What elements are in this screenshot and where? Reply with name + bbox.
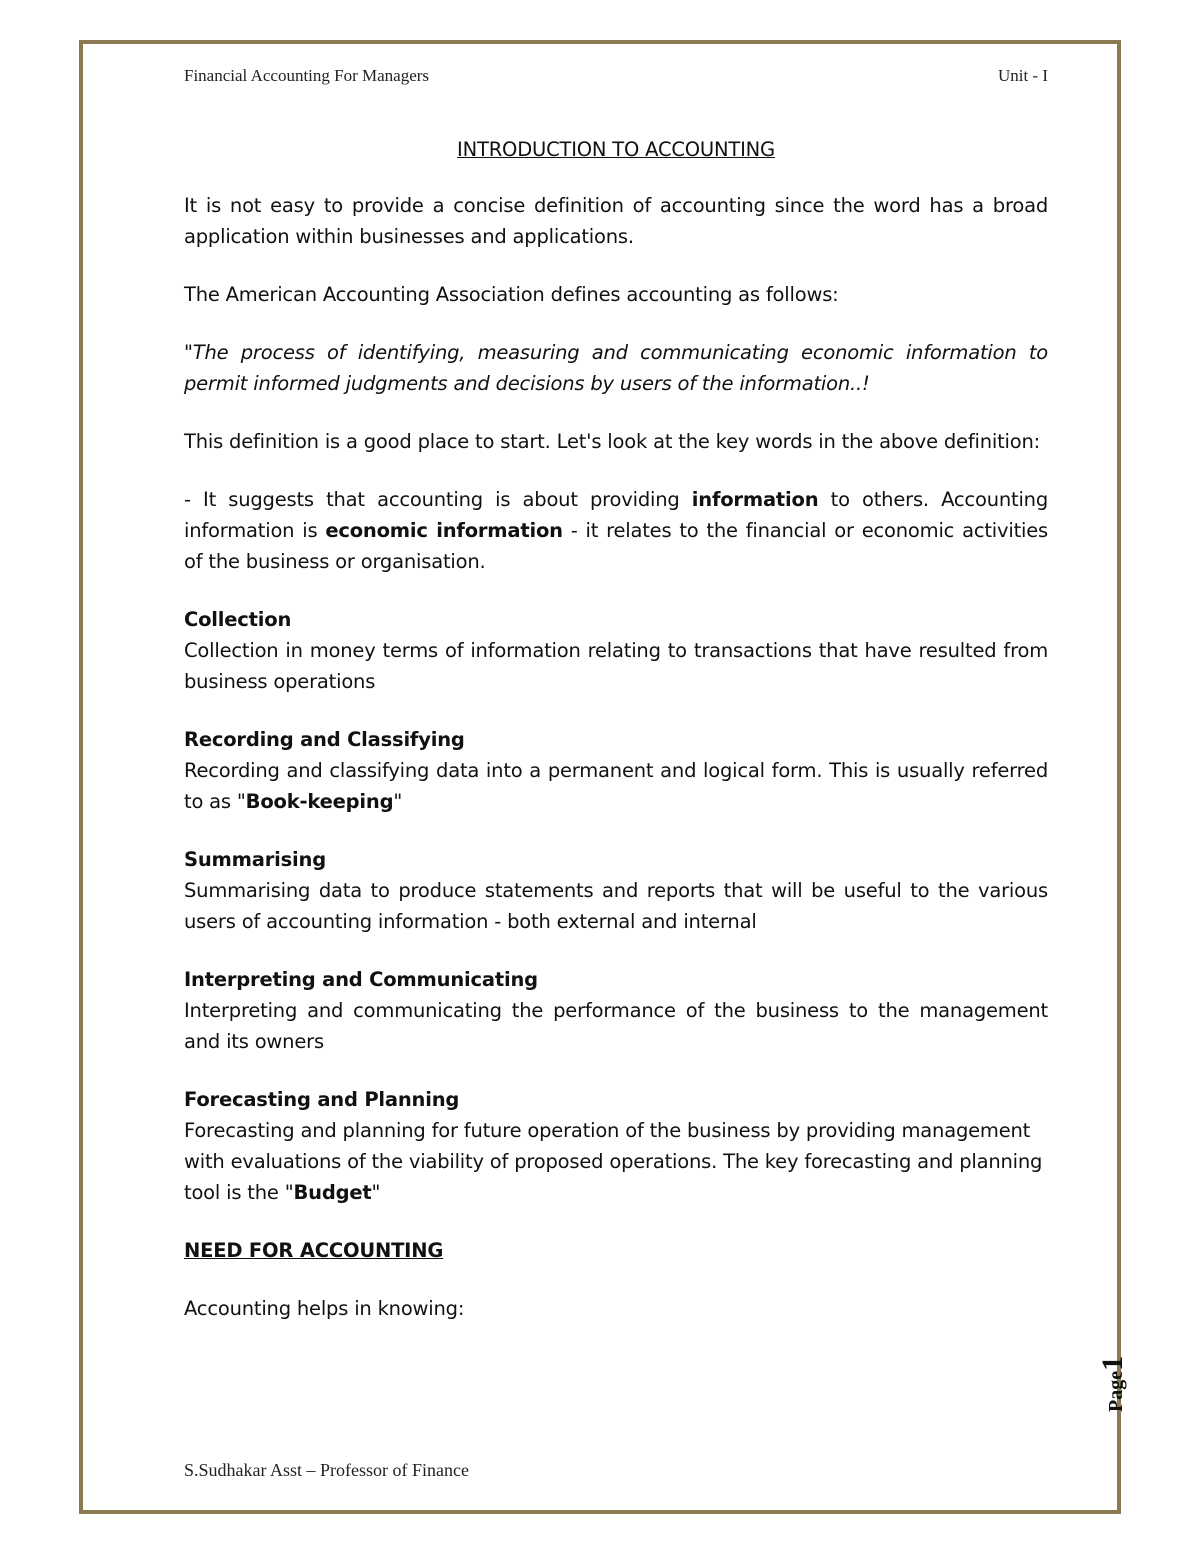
- forecasting-heading: Forecasting and Planning: [184, 1088, 460, 1111]
- interpreting-text: Interpreting and communicating the performance of the business to the management and its owners: [184, 999, 1048, 1053]
- summarising-heading: Summarising: [184, 848, 326, 871]
- recording-text-end: ": [393, 790, 403, 813]
- page-number: [1096, 1356, 1130, 1412]
- need-for-accounting-title: NEED FOR ACCOUNTING: [184, 1239, 444, 1262]
- recording-heading: Recording and Classifying: [184, 728, 465, 751]
- page-number-value: 1: [1096, 1355, 1129, 1371]
- forecasting-text-end: ": [371, 1181, 381, 1204]
- running-header-right: Unit - I: [997, 66, 1048, 85]
- suggest-bold-economic: economic information: [325, 519, 563, 542]
- collection-text: Collection in money terms of information relating to transactions that have resulted from business operations: [184, 639, 1048, 693]
- running-header-left: Financial Accounting For Managers: [184, 66, 430, 85]
- aaa-paragraph: The American Accounting Association defines accounting as follows:: [184, 283, 839, 306]
- recording-text-body: Recording and classifying data into a permanent and logical form. This is usually referred to as ": [184, 759, 1048, 813]
- recording-bold-bookkeeping: Book-keeping: [245, 790, 394, 813]
- footer-author: S.Sudhakar Asst – Professor of Finance: [184, 1460, 469, 1480]
- definition-paragraph: This definition is a good place to start. Let's look at the key words in the above definition:: [184, 430, 1041, 453]
- page-number-label: Page: [1105, 1370, 1127, 1412]
- forecasting-bold-budget: Budget: [293, 1181, 372, 1204]
- forecasting-text: [184, 1115, 1048, 1208]
- document-body: [184, 134, 1048, 1324]
- recording-text: [184, 755, 1048, 817]
- summarising-text: Summarising data to produce statements and reports that will be useful to the various users of accounting information - both external and internal: [184, 879, 1048, 933]
- intro-paragraph: It is not easy to provide a concise definition of accounting since the word has a broad application within businesses and applications.: [184, 194, 1048, 248]
- page-title: INTRODUCTION TO ACCOUNTING: [457, 138, 775, 161]
- suggest-bold-information: information: [691, 488, 819, 511]
- helps-paragraph: Accounting helps in knowing:: [184, 1297, 465, 1320]
- collection-heading: Collection: [184, 608, 292, 631]
- interpreting-heading: Interpreting and Communicating: [184, 968, 538, 991]
- suggest-text-2: to others. Accounting information is: [184, 488, 1049, 542]
- definition-quote: "The process of identifying, measuring and communicating economic information to permit informed judgments and decisions by users of the information..!: [184, 341, 1048, 395]
- suggest-text-3: - it relates to the financial or economic activities of the business or organisation.: [184, 519, 1048, 573]
- forecasting-text-body: Forecasting and planning for future operation of the business by providing management with evaluations of the viability of proposed operations. The key forecasting and planning tool is the ": [184, 1119, 1043, 1204]
- suggest-text-1: - It suggests that accounting is about providing: [184, 488, 692, 511]
- suggest-paragraph: [184, 484, 1048, 577]
